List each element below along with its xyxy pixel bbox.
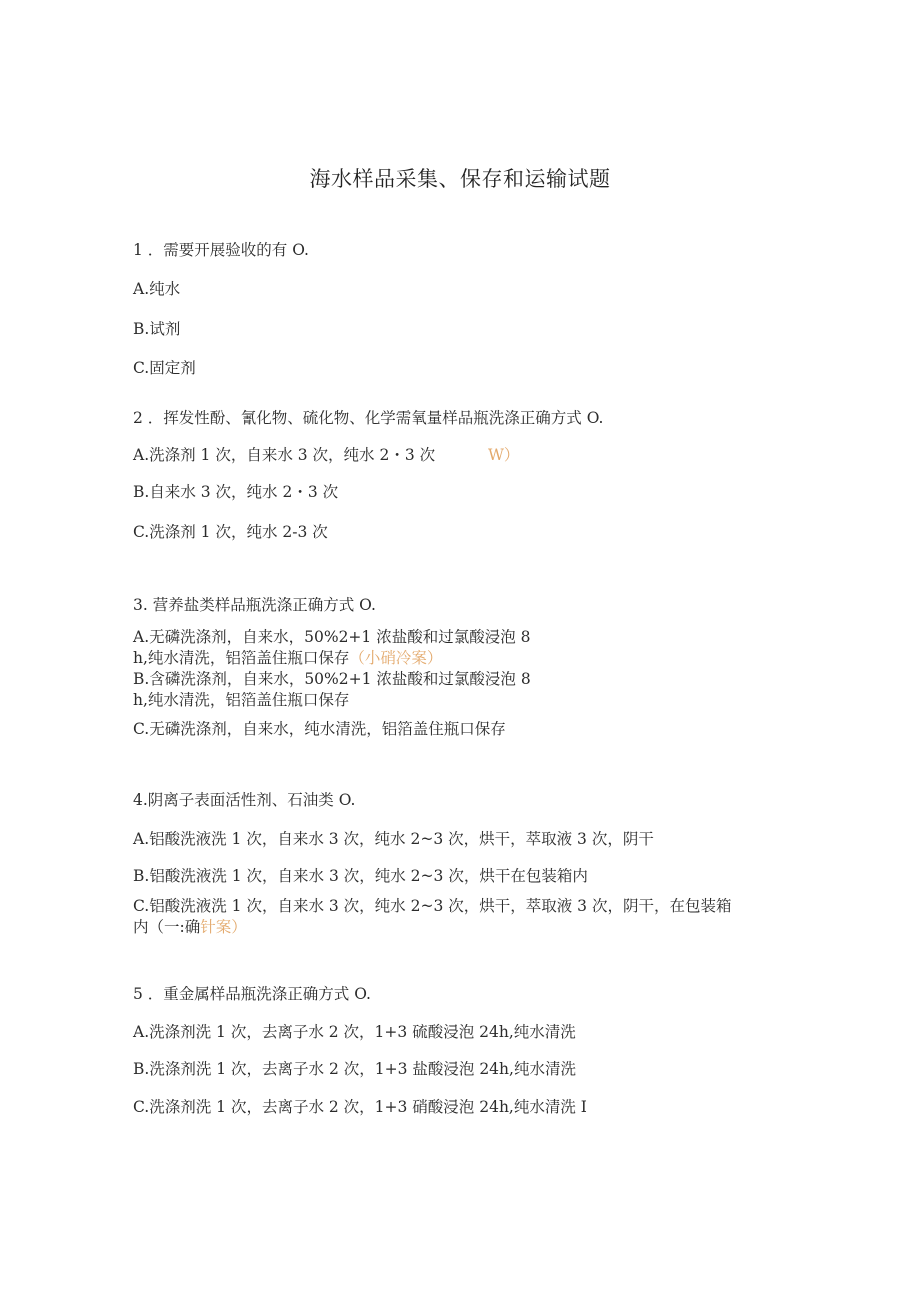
question-5-option-b: B.洗涤剂洗 1 次，去离子水 2 次，1+3 盐酸浸泡 24h,纯水清洗 bbox=[133, 1060, 576, 1078]
question-1-option-c: C.固定剂 bbox=[133, 359, 196, 377]
question-3-option-a-line2 bbox=[133, 647, 442, 669]
question-1-option-b: B.试剂 bbox=[133, 320, 181, 338]
question-4-option-c-text: 内（一:确 bbox=[133, 918, 201, 936]
question-4-stem: 4.阴离子表面活性剂、石油类 O. bbox=[133, 791, 356, 809]
question-5-stem: 5 ．重金属样品瓶洗涤正确方式 O. bbox=[133, 985, 371, 1003]
question-4-option-b: B.铝酸洗液洗 1 次，自来水 3 次，纯水 2~3 次，烘干在包装箱内 bbox=[133, 867, 588, 885]
question-4-option-a: A.铝酸洗液洗 1 次，自来水 3 次，纯水 2~3 次，烘干，萃取液 3 次，阴干 bbox=[133, 830, 654, 848]
question-3-stem: 3. 营养盐类样品瓶洗涤正确方式 O. bbox=[133, 596, 376, 614]
question-2-option-c: C.洗涤剂 1 次，纯水 2-3 次 bbox=[133, 523, 328, 541]
question-1-stem: 1 ．需要开展验收的有 O. bbox=[133, 241, 309, 259]
question-2-answer-note: W） bbox=[488, 446, 520, 464]
question-4-answer-note: 针案） bbox=[200, 918, 247, 936]
question-3-option-a-line1: A.无磷洗涤剂，自来水，50%2+1 浓盐酸和过氯酸浸泡 8 bbox=[133, 628, 531, 646]
question-2-stem: 2 ．挥发性酚、氰化物、硫化物、化学需氧量样品瓶洗涤正确方式 O. bbox=[133, 409, 604, 427]
question-4-option-c-line1: C.铝酸洗液洗 1 次，自来水 3 次，纯水 2~3 次，烘干，萃取液 3 次，阴干，在包装箱 bbox=[133, 897, 732, 915]
question-3-option-b-line1: B.含磷洗涤剂，自来水，50%2+1 浓盐酸和过氯酸浸泡 8 bbox=[133, 670, 531, 688]
question-3-option-c: C.无磷洗涤剂，自来水，纯水清洗，铝箔盖住瓶口保存 bbox=[133, 720, 506, 738]
question-2-option-b: B.自来水 3 次，纯水 2・3 次 bbox=[133, 483, 339, 501]
question-2-option-a: A.洗涤剂 1 次，自来水 3 次，纯水 2・3 次 bbox=[133, 446, 436, 464]
question-5-option-c: C.洗涤剂洗 1 次，去离子水 2 次，1+3 硝酸浸泡 24h,纯水清洗 I bbox=[133, 1098, 587, 1116]
question-1-option-a: A.纯水 bbox=[133, 280, 181, 298]
question-5-option-a: A.洗涤剂洗 1 次，去离子水 2 次，1+3 硫酸浸泡 24h,纯水清洗 bbox=[133, 1023, 576, 1041]
question-3-answer-note: （小硝冷案） bbox=[349, 649, 443, 667]
question-3-option-a-text: h,纯水清洗，铝箔盖住瓶口保存 bbox=[133, 649, 350, 667]
document-title: 海水样品采集、保存和运输试题 bbox=[309, 167, 611, 191]
question-3-option-b-line2: h,纯水清洗，铝箔盖住瓶口保存 bbox=[133, 691, 350, 709]
question-4-option-c-line2 bbox=[133, 916, 247, 938]
